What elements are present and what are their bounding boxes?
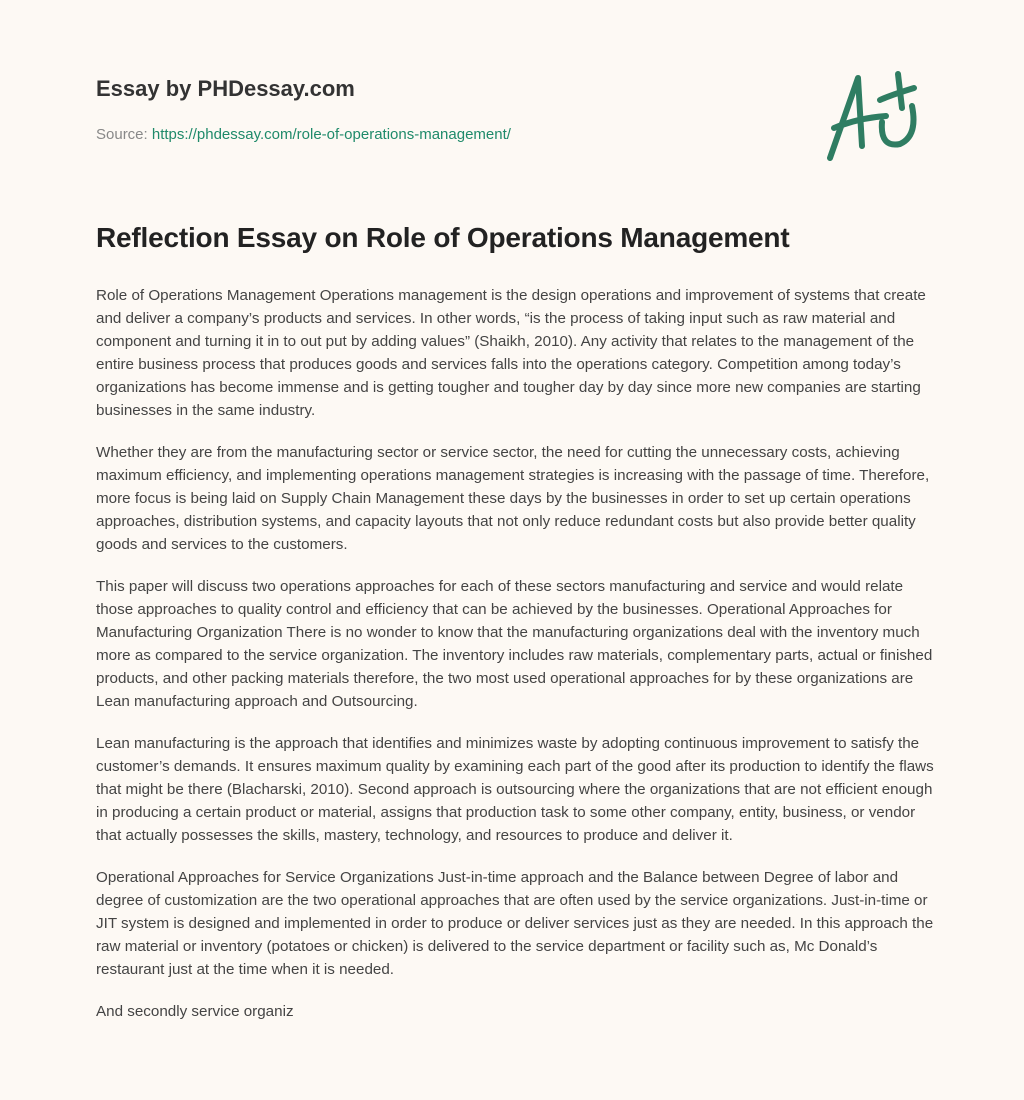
source-line — [96, 126, 511, 143]
page-header — [96, 76, 511, 143]
essay-body — [96, 284, 934, 1042]
essay-paragraph: Operational Approaches for Service Organizations Just-in-time approach and the Balance between Degree of labor and degree of customization are the two operational approaches that are often used by the service organizations. Just-in-time or JIT system is designed and implemented in order to produce or deliver services just as they are needed. In this approach the raw material or inventory (potatoes or chicken) is delivered to the service department or facility such as, Mc Donald’s restaurant just at the time when it is needed. — [96, 869, 934, 978]
source-label: Source: — [96, 126, 148, 143]
essay-paragraph-truncated: And secondly service organiz — [96, 1003, 294, 1020]
source-link[interactable]: https://phdessay.com/role-of-operations-management/ — [151, 126, 511, 143]
essay-title: Reflection Essay on Role of Operations Management — [96, 222, 790, 253]
essay-paragraph: This paper will discuss two operations approaches for each of these sectors manufacturing and service and would relate those approaches to quality control and efficiency that can be achieved by the businesses. Operational Approaches for Manufacturing Organization There is no wonder to know that the manufacturing organizations deal with the inventory much more as compared to the service organization. The inventory includes raw materials, complementary parts, actual or finished products, and other packing materials therefore, the two most used operational approaches for by these organizations are Lean manufacturing approach and Outsourcing. — [96, 578, 933, 710]
essay-paragraph: Role of Operations Management Operations management is the design operations and improvement of systems that create and deliver a company’s products and services. In other words, “is the process of taking input such as raw material and component and turning it in to out put by adding values” (Shaikh, 2010). Any activity that relates to the management of the entire business process that produces goods and services falls into the operations category. Competition among today’s organizations has become immense and is getting tougher and tougher day by day since more new companies are starting businesses in the same industry. — [96, 287, 926, 419]
essay-paragraph: Lean manufacturing is the approach that identifies and minimizes waste by adopting continuous improvement to satisfy the customer’s demands. It ensures maximum quality by examining each part of the good after its production to identify the flaws that might be there (Blacharski, 2010). Second approach is outsourcing where the organizations that are not efficient enough in producing a certain product or material, assigns that production task to some other company, entity, business, or vendor that actually possesses the skills, mastery, technology, and resources to produce and deliver it. — [96, 735, 934, 844]
essay-paragraph: Whether they are from the manufacturing sector or service sector, the need for cutting the unnecessary costs, achieving maximum efficiency, and implementing operations management strategies is increasing with the passage of time. Therefore, more focus is being laid on Supply Chain Management these days by the businesses in order to set up certain operations approaches, distribution systems, and capacity layouts that not only reduce redundant costs but also provide better quality goods and services to the customers. — [96, 444, 930, 553]
a-plus-logo-icon — [818, 66, 928, 166]
site-brand: Essay by PHDessay.com — [96, 76, 355, 101]
